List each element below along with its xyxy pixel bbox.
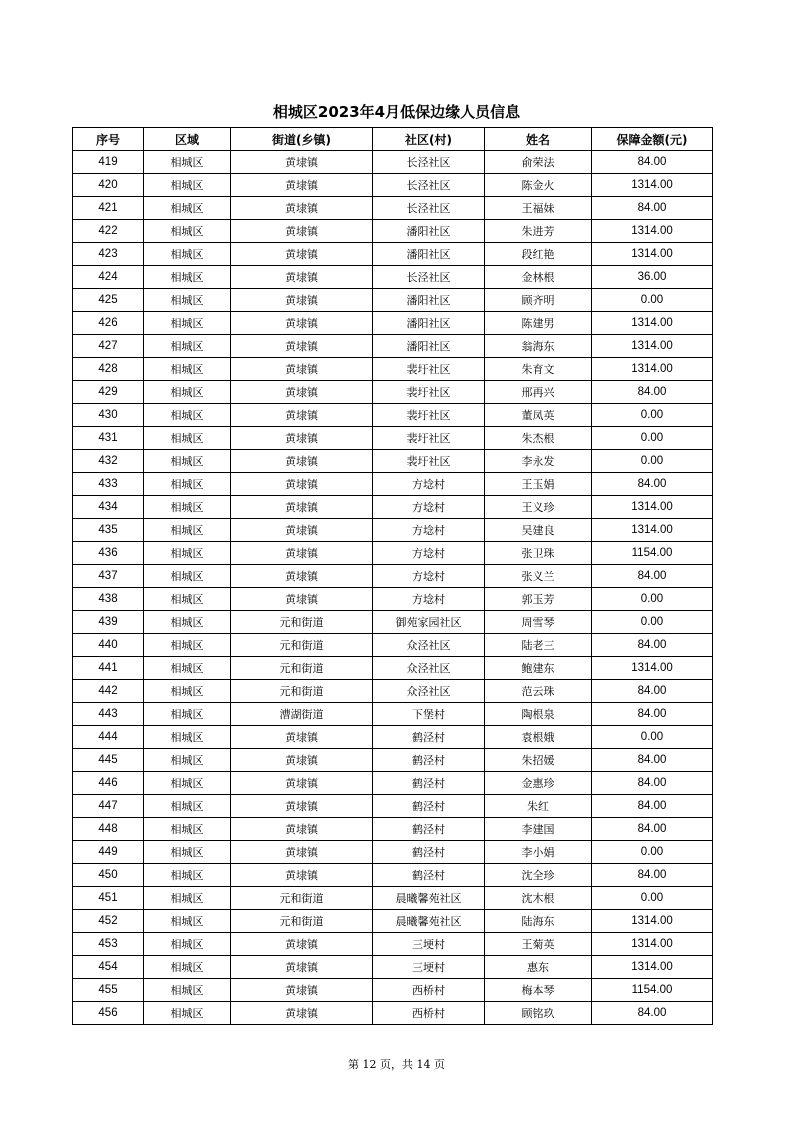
cell-name: 顾铭玖 <box>485 1002 592 1025</box>
cell-name: 金林根 <box>485 266 592 289</box>
cell-community: 西桥村 <box>373 979 485 1002</box>
cell-amount: 84.00 <box>592 197 713 220</box>
cell-district: 相城区 <box>144 887 231 910</box>
cell-street: 元和街道 <box>231 910 373 933</box>
cell-name: 邢再兴 <box>485 381 592 404</box>
table-row <box>73 266 713 289</box>
table-row <box>73 450 713 473</box>
cell-amount: 84.00 <box>592 864 713 887</box>
cell-street: 黄埭镇 <box>231 933 373 956</box>
table-row <box>73 933 713 956</box>
cell-community: 鹤泾村 <box>373 864 485 887</box>
cell-community: 潘阳社区 <box>373 335 485 358</box>
cell-street: 黄埭镇 <box>231 450 373 473</box>
cell-community: 裴圩社区 <box>373 381 485 404</box>
cell-index: 449 <box>73 841 144 864</box>
cell-district: 相城区 <box>144 473 231 496</box>
cell-name: 惠东 <box>485 956 592 979</box>
cell-name: 李永发 <box>485 450 592 473</box>
cell-amount: 84.00 <box>592 749 713 772</box>
cell-community: 长泾社区 <box>373 266 485 289</box>
cell-index: 453 <box>73 933 144 956</box>
page-footer: 第 12 页，共 14 页 <box>348 1058 445 1071</box>
cell-district: 相城区 <box>144 197 231 220</box>
cell-district: 相城区 <box>144 519 231 542</box>
cell-name: 沈全珍 <box>485 864 592 887</box>
cell-district: 相城区 <box>144 1002 231 1025</box>
cell-street: 黄埭镇 <box>231 266 373 289</box>
cell-district: 相城区 <box>144 312 231 335</box>
cell-index: 420 <box>73 174 144 197</box>
cell-community: 方埝村 <box>373 565 485 588</box>
cell-amount: 0.00 <box>592 450 713 473</box>
cell-community: 潘阳社区 <box>373 289 485 312</box>
cell-community: 西桥村 <box>373 1002 485 1025</box>
cell-community: 长泾社区 <box>373 151 485 174</box>
cell-street: 黄埭镇 <box>231 749 373 772</box>
cell-district: 相城区 <box>144 795 231 818</box>
cell-street: 黄埭镇 <box>231 197 373 220</box>
cell-district: 相城区 <box>144 427 231 450</box>
cell-amount: 1314.00 <box>592 335 713 358</box>
table-row <box>73 496 713 519</box>
cell-index: 428 <box>73 358 144 381</box>
col-header-street: 街道(乡镇) <box>231 128 373 151</box>
cell-community: 鹤泾村 <box>373 749 485 772</box>
table-row <box>73 726 713 749</box>
cell-index: 435 <box>73 519 144 542</box>
cell-name: 王福妹 <box>485 197 592 220</box>
cell-district: 相城区 <box>144 841 231 864</box>
table-row <box>73 1002 713 1025</box>
table-row <box>73 358 713 381</box>
cell-amount: 0.00 <box>592 404 713 427</box>
cell-street: 元和街道 <box>231 680 373 703</box>
col-header-amount: 保障金额(元) <box>592 128 713 151</box>
cell-name: 沈木根 <box>485 887 592 910</box>
cell-name: 李小娟 <box>485 841 592 864</box>
cell-community: 晨曦馨苑社区 <box>373 910 485 933</box>
cell-street: 黄埭镇 <box>231 335 373 358</box>
cell-district: 相城区 <box>144 657 231 680</box>
cell-index: 438 <box>73 588 144 611</box>
cell-street: 元和街道 <box>231 887 373 910</box>
table-row <box>73 749 713 772</box>
table-row <box>73 197 713 220</box>
cell-index: 456 <box>73 1002 144 1025</box>
cell-index: 444 <box>73 726 144 749</box>
cell-district: 相城区 <box>144 772 231 795</box>
cell-street: 黄埭镇 <box>231 588 373 611</box>
cell-community: 裴圩社区 <box>373 404 485 427</box>
cell-community: 长泾社区 <box>373 174 485 197</box>
cell-index: 443 <box>73 703 144 726</box>
table-row <box>73 634 713 657</box>
cell-district: 相城区 <box>144 450 231 473</box>
col-header-community: 社区(村) <box>373 128 485 151</box>
cell-street: 黄埭镇 <box>231 220 373 243</box>
cell-community: 裴圩社区 <box>373 358 485 381</box>
cell-amount: 84.00 <box>592 1002 713 1025</box>
cell-community: 裴圩社区 <box>373 450 485 473</box>
cell-street: 漕湖街道 <box>231 703 373 726</box>
table-row <box>73 864 713 887</box>
cell-street: 黄埭镇 <box>231 979 373 1002</box>
cell-community: 三埂村 <box>373 956 485 979</box>
cell-amount: 84.00 <box>592 818 713 841</box>
cell-name: 周雪琴 <box>485 611 592 634</box>
cell-index: 454 <box>73 956 144 979</box>
table-row <box>73 795 713 818</box>
cell-community: 方埝村 <box>373 588 485 611</box>
cell-district: 相城区 <box>144 358 231 381</box>
table-row <box>73 243 713 266</box>
document-title: 相城区2023年4月低保边缘人员信息 <box>272 103 521 121</box>
table-row <box>73 956 713 979</box>
cell-index: 436 <box>73 542 144 565</box>
cell-community: 下堡村 <box>373 703 485 726</box>
table-row <box>73 703 713 726</box>
table-row <box>73 657 713 680</box>
col-header-name: 姓名 <box>485 128 592 151</box>
cell-amount: 84.00 <box>592 703 713 726</box>
cell-street: 黄埭镇 <box>231 174 373 197</box>
cell-district: 相城区 <box>144 910 231 933</box>
cell-district: 相城区 <box>144 611 231 634</box>
cell-index: 448 <box>73 818 144 841</box>
table-row <box>73 519 713 542</box>
cell-name: 陆海东 <box>485 910 592 933</box>
cell-amount: 1314.00 <box>592 519 713 542</box>
cell-amount: 0.00 <box>592 841 713 864</box>
cell-amount: 0.00 <box>592 427 713 450</box>
cell-amount: 36.00 <box>592 266 713 289</box>
allowance-table <box>72 127 713 1025</box>
cell-community: 众泾社区 <box>373 680 485 703</box>
cell-name: 金惠珍 <box>485 772 592 795</box>
cell-district: 相城区 <box>144 726 231 749</box>
cell-district: 相城区 <box>144 818 231 841</box>
cell-street: 黄埭镇 <box>231 519 373 542</box>
cell-district: 相城区 <box>144 864 231 887</box>
cell-street: 黄埭镇 <box>231 358 373 381</box>
cell-district: 相城区 <box>144 266 231 289</box>
cell-district: 相城区 <box>144 680 231 703</box>
cell-community: 长泾社区 <box>373 197 485 220</box>
cell-district: 相城区 <box>144 381 231 404</box>
cell-district: 相城区 <box>144 151 231 174</box>
cell-name: 朱育文 <box>485 358 592 381</box>
cell-community: 方埝村 <box>373 473 485 496</box>
cell-street: 黄埭镇 <box>231 312 373 335</box>
cell-district: 相城区 <box>144 404 231 427</box>
cell-index: 433 <box>73 473 144 496</box>
cell-district: 相城区 <box>144 289 231 312</box>
cell-community: 方埝村 <box>373 542 485 565</box>
cell-district: 相城区 <box>144 174 231 197</box>
cell-index: 450 <box>73 864 144 887</box>
cell-community: 潘阳社区 <box>373 243 485 266</box>
table-row <box>73 565 713 588</box>
cell-index: 442 <box>73 680 144 703</box>
cell-name: 王玉娟 <box>485 473 592 496</box>
cell-community: 三埂村 <box>373 933 485 956</box>
table-row <box>73 151 713 174</box>
cell-street: 黄埭镇 <box>231 289 373 312</box>
cell-amount: 84.00 <box>592 680 713 703</box>
cell-index: 440 <box>73 634 144 657</box>
cell-street: 黄埭镇 <box>231 381 373 404</box>
cell-district: 相城区 <box>144 634 231 657</box>
cell-community: 鹤泾村 <box>373 726 485 749</box>
cell-street: 元和街道 <box>231 611 373 634</box>
cell-street: 黄埭镇 <box>231 818 373 841</box>
table-row <box>73 611 713 634</box>
cell-street: 黄埭镇 <box>231 151 373 174</box>
cell-community: 裴圩社区 <box>373 427 485 450</box>
cell-street: 黄埭镇 <box>231 404 373 427</box>
cell-index: 423 <box>73 243 144 266</box>
cell-index: 430 <box>73 404 144 427</box>
cell-district: 相城区 <box>144 956 231 979</box>
cell-district: 相城区 <box>144 335 231 358</box>
cell-name: 朱杰根 <box>485 427 592 450</box>
cell-amount: 84.00 <box>592 795 713 818</box>
cell-index: 451 <box>73 887 144 910</box>
cell-name: 陶根泉 <box>485 703 592 726</box>
cell-amount: 1314.00 <box>592 174 713 197</box>
table-row <box>73 174 713 197</box>
cell-community: 鹤泾村 <box>373 841 485 864</box>
cell-amount: 1314.00 <box>592 243 713 266</box>
cell-name: 顾齐明 <box>485 289 592 312</box>
cell-street: 黄埭镇 <box>231 427 373 450</box>
table-row <box>73 818 713 841</box>
cell-street: 黄埭镇 <box>231 542 373 565</box>
cell-index: 437 <box>73 565 144 588</box>
cell-name: 董凤英 <box>485 404 592 427</box>
cell-name: 俞荣法 <box>485 151 592 174</box>
cell-name: 陆老三 <box>485 634 592 657</box>
cell-index: 429 <box>73 381 144 404</box>
cell-community: 鹤泾村 <box>373 818 485 841</box>
cell-district: 相城区 <box>144 243 231 266</box>
cell-community: 潘阳社区 <box>373 220 485 243</box>
cell-amount: 0.00 <box>592 726 713 749</box>
cell-street: 黄埭镇 <box>231 841 373 864</box>
cell-name: 陈金火 <box>485 174 592 197</box>
cell-index: 441 <box>73 657 144 680</box>
cell-index: 431 <box>73 427 144 450</box>
cell-community: 晨曦馨苑社区 <box>373 887 485 910</box>
cell-name: 王义珍 <box>485 496 592 519</box>
table-row <box>73 542 713 565</box>
table-row <box>73 289 713 312</box>
cell-amount: 84.00 <box>592 151 713 174</box>
table-row <box>73 381 713 404</box>
cell-name: 朱招媛 <box>485 749 592 772</box>
table-row <box>73 427 713 450</box>
cell-index: 432 <box>73 450 144 473</box>
table-row <box>73 312 713 335</box>
cell-street: 元和街道 <box>231 657 373 680</box>
cell-street: 黄埭镇 <box>231 956 373 979</box>
cell-community: 鹤泾村 <box>373 772 485 795</box>
cell-name: 袁根娥 <box>485 726 592 749</box>
table-row <box>73 887 713 910</box>
cell-amount: 84.00 <box>592 381 713 404</box>
table-row <box>73 588 713 611</box>
cell-name: 段红艳 <box>485 243 592 266</box>
cell-street: 元和街道 <box>231 634 373 657</box>
cell-community: 众泾社区 <box>373 657 485 680</box>
cell-amount: 0.00 <box>592 588 713 611</box>
cell-amount: 1314.00 <box>592 312 713 335</box>
cell-district: 相城区 <box>144 220 231 243</box>
cell-amount: 84.00 <box>592 634 713 657</box>
cell-index: 427 <box>73 335 144 358</box>
table-row <box>73 335 713 358</box>
cell-index: 421 <box>73 197 144 220</box>
cell-district: 相城区 <box>144 749 231 772</box>
cell-name: 朱红 <box>485 795 592 818</box>
cell-street: 黄埭镇 <box>231 772 373 795</box>
cell-name: 郭玉芳 <box>485 588 592 611</box>
cell-street: 黄埭镇 <box>231 1002 373 1025</box>
cell-community: 众泾社区 <box>373 634 485 657</box>
cell-amount: 1154.00 <box>592 979 713 1002</box>
cell-amount: 1314.00 <box>592 358 713 381</box>
table-row <box>73 772 713 795</box>
cell-amount: 0.00 <box>592 289 713 312</box>
cell-street: 黄埭镇 <box>231 473 373 496</box>
cell-amount: 1314.00 <box>592 933 713 956</box>
cell-district: 相城区 <box>144 565 231 588</box>
cell-index: 445 <box>73 749 144 772</box>
cell-index: 447 <box>73 795 144 818</box>
cell-index: 434 <box>73 496 144 519</box>
table-row <box>73 841 713 864</box>
cell-name: 梅本琴 <box>485 979 592 1002</box>
col-header-index: 序号 <box>73 128 144 151</box>
cell-amount: 1314.00 <box>592 910 713 933</box>
cell-index: 425 <box>73 289 144 312</box>
cell-street: 黄埭镇 <box>231 864 373 887</box>
cell-index: 455 <box>73 979 144 1002</box>
cell-name: 翁海东 <box>485 335 592 358</box>
cell-amount: 84.00 <box>592 473 713 496</box>
cell-name: 李建国 <box>485 818 592 841</box>
cell-community: 潘阳社区 <box>373 312 485 335</box>
cell-amount: 1314.00 <box>592 657 713 680</box>
table-row <box>73 220 713 243</box>
cell-amount: 0.00 <box>592 887 713 910</box>
cell-street: 黄埭镇 <box>231 795 373 818</box>
cell-community: 御苑家园社区 <box>373 611 485 634</box>
cell-district: 相城区 <box>144 542 231 565</box>
cell-district: 相城区 <box>144 979 231 1002</box>
cell-index: 424 <box>73 266 144 289</box>
cell-amount: 1154.00 <box>592 542 713 565</box>
cell-name: 王菊英 <box>485 933 592 956</box>
cell-name: 陈建男 <box>485 312 592 335</box>
cell-amount: 1314.00 <box>592 956 713 979</box>
table-row <box>73 404 713 427</box>
cell-amount: 1314.00 <box>592 496 713 519</box>
cell-index: 426 <box>73 312 144 335</box>
cell-district: 相城区 <box>144 496 231 519</box>
table-row <box>73 979 713 1002</box>
col-header-district: 区域 <box>144 128 231 151</box>
cell-amount: 0.00 <box>592 611 713 634</box>
cell-name: 鲍建东 <box>485 657 592 680</box>
cell-street: 黄埭镇 <box>231 243 373 266</box>
cell-amount: 1314.00 <box>592 220 713 243</box>
cell-amount: 84.00 <box>592 565 713 588</box>
table-row <box>73 680 713 703</box>
cell-street: 黄埭镇 <box>231 726 373 749</box>
table-row <box>73 473 713 496</box>
cell-name: 朱进芳 <box>485 220 592 243</box>
table-header-row <box>73 128 713 151</box>
cell-community: 鹤泾村 <box>373 795 485 818</box>
cell-name: 吴建良 <box>485 519 592 542</box>
cell-index: 419 <box>73 151 144 174</box>
cell-index: 446 <box>73 772 144 795</box>
cell-name: 范云珠 <box>485 680 592 703</box>
cell-index: 422 <box>73 220 144 243</box>
cell-street: 黄埭镇 <box>231 496 373 519</box>
cell-district: 相城区 <box>144 703 231 726</box>
cell-index: 452 <box>73 910 144 933</box>
cell-amount: 84.00 <box>592 772 713 795</box>
table-row <box>73 910 713 933</box>
cell-street: 黄埭镇 <box>231 565 373 588</box>
cell-name: 张卫珠 <box>485 542 592 565</box>
cell-community: 方埝村 <box>373 496 485 519</box>
cell-index: 439 <box>73 611 144 634</box>
cell-district: 相城区 <box>144 933 231 956</box>
cell-community: 方埝村 <box>373 519 485 542</box>
cell-name: 张义兰 <box>485 565 592 588</box>
cell-district: 相城区 <box>144 588 231 611</box>
